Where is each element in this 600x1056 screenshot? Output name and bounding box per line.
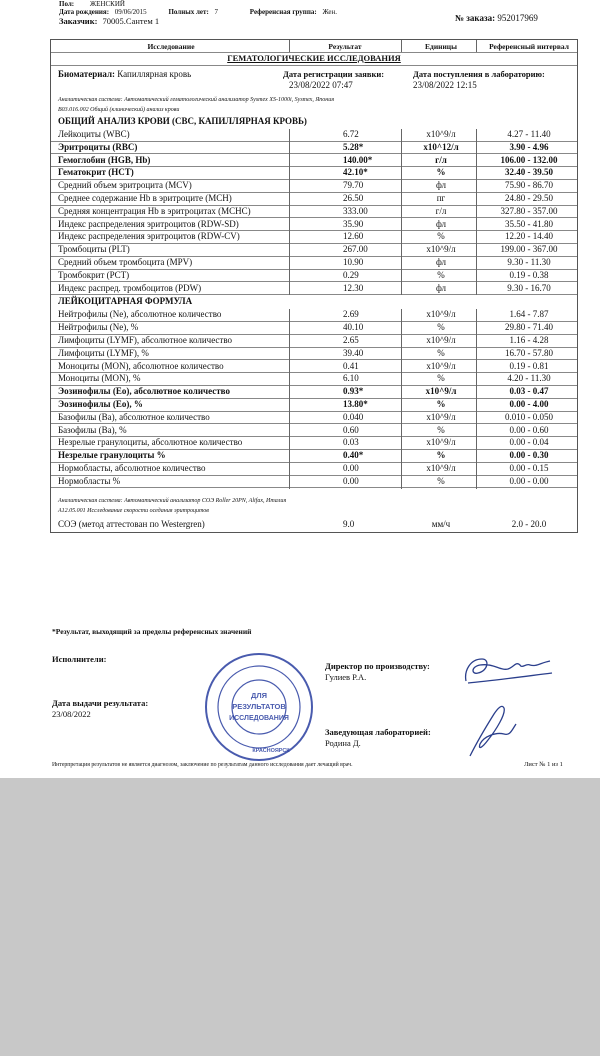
analyte-ref: 0.00 - 0.15 (509, 463, 549, 473)
reg-date-value: 23/08/2022 07:47 (289, 80, 353, 90)
column-divider (401, 335, 402, 348)
row-divider (51, 294, 577, 295)
column-divider (476, 335, 477, 348)
analyte-result: 35.90 (343, 218, 364, 229)
table-row (51, 257, 577, 268)
column-divider (401, 399, 402, 412)
table-row (51, 206, 577, 217)
analyte-unit: % (436, 399, 446, 409)
analyzer-note: Аналитическая система: Автоматический гематологический анализатор Sysmex XS-1000i, Sysmex, Япония (58, 97, 335, 103)
analyte-ref: 12.20 - 14.40 (505, 231, 553, 242)
analyte-unit: г/л (435, 205, 447, 216)
table-row (51, 386, 577, 397)
column-divider (401, 142, 402, 155)
analyte-ref: 0.03 - 0.47 (509, 386, 549, 397)
table-row (51, 283, 577, 294)
disclaimer: Интерпретация результатов не является диагнозом, заключение по результатам данного исследования дает лечащий врач. (52, 762, 353, 768)
years-label: Полных лет: (168, 8, 209, 16)
lab-head-name: Родина Д. (325, 738, 361, 748)
column-divider (401, 386, 402, 399)
divider (401, 40, 402, 52)
column-divider (476, 257, 477, 270)
analyte-result: 0.29 (343, 269, 359, 280)
director-name: Гулиев Р.А. (325, 672, 367, 682)
column-divider (401, 322, 402, 335)
column-divider (401, 361, 402, 374)
column-divider (401, 450, 402, 463)
column-divider (401, 283, 402, 296)
divider (476, 40, 477, 52)
analyte-result: 267.00 (343, 244, 368, 255)
column-divider (289, 348, 290, 361)
analyte-name: Средний объем эритроцита (MCV) (58, 180, 192, 191)
table-row (51, 270, 577, 281)
column-divider (476, 155, 477, 168)
table-row (51, 180, 577, 191)
column-divider (476, 437, 477, 450)
analyte-name: Лимфоциты (LYMF), % (58, 347, 149, 358)
analyte-name: Эритроциты (RBC) (58, 141, 138, 152)
analyte-ref: 16.70 - 57.80 (505, 347, 553, 358)
dob-value: 09/06/2015 (114, 8, 147, 16)
column-divider (289, 283, 290, 296)
analyte-unit: % (437, 475, 445, 486)
analyte-name: Базофилы (Ba), % (58, 424, 127, 435)
column-divider (401, 155, 402, 168)
column-divider (401, 348, 402, 361)
analyte-result: 0.03 (343, 437, 359, 448)
analyte-name: Нормобласты, абсолютное количество (58, 463, 206, 473)
table-row (51, 193, 577, 204)
analyte-result: 140.00* (343, 154, 373, 165)
table-row (51, 155, 577, 166)
column-divider (476, 450, 477, 463)
column-divider (476, 412, 477, 425)
header-result: Результат (328, 42, 362, 51)
column-divider (289, 309, 290, 322)
column-divider (289, 412, 290, 425)
column-divider (476, 386, 477, 399)
footnote: *Результат, выходящий за пределы референсных значений (52, 627, 252, 636)
table-row (51, 322, 577, 333)
analyte-name: Гемоглобин (HGB, Hb) (58, 154, 151, 165)
analyte-unit: пг (436, 193, 446, 203)
esr-name: СОЭ (метод аттестован по Westergren) (58, 519, 205, 529)
column-divider (476, 476, 477, 489)
ref-group-value: Жен. (322, 8, 337, 16)
analyte-name: Эозинофилы (Eo), абсолютное количество (58, 386, 230, 397)
analyte-unit: фл (435, 218, 447, 229)
analyte-name: Лимфоциты (LYMF), абсолютное количество (58, 335, 233, 345)
analyte-unit: x10^9/л (426, 244, 456, 255)
column-divider (289, 257, 290, 270)
analyte-result: 2.65 (343, 335, 359, 345)
client-info (59, 16, 159, 26)
table-row (51, 425, 577, 436)
column-divider (289, 270, 290, 283)
lab-date-label: Дата поступления в лабораторию: (413, 69, 545, 79)
column-divider (476, 283, 477, 296)
column-divider (401, 476, 402, 489)
order-number (455, 13, 538, 23)
table-row (51, 412, 577, 423)
analyte-unit: фл (435, 282, 447, 293)
lab-head-signature (460, 700, 520, 760)
esr-ref: 2.0 - 20.0 (511, 519, 547, 529)
analyte-name: Базофилы (Ba), абсолютное количество (58, 411, 210, 422)
analyte-ref: 0.00 - 0.60 (509, 424, 549, 435)
column-divider (401, 412, 402, 425)
analyte-name: Нормобласты % (58, 475, 121, 486)
analyte-result: 42.10* (343, 167, 368, 178)
row-divider (51, 487, 577, 488)
analyte-unit: x10^9/л (426, 335, 456, 345)
analyte-name: Тромбокрит (PCT) (58, 269, 130, 280)
biomaterial-label: Биоматериал: (58, 69, 116, 79)
analyte-name: Эозинофилы (Eo), % (58, 399, 143, 409)
column-divider (289, 167, 290, 180)
analyte-unit: фл (435, 257, 447, 267)
column-divider (476, 244, 477, 257)
column-divider (289, 219, 290, 232)
analyte-result: 40.10 (343, 322, 364, 333)
client-value: 70005.Сантем 1 (102, 16, 160, 26)
analyte-ref: 4.20 - 11.30 (507, 373, 551, 384)
order-label: № заказа: (455, 13, 496, 23)
patient-dob (59, 8, 337, 16)
column-divider (476, 180, 477, 193)
analyte-result: 0.040 (343, 411, 364, 422)
analyte-ref: 0.00 - 0.30 (509, 450, 549, 461)
table-row (51, 476, 577, 487)
column-divider (476, 399, 477, 412)
table-row (51, 437, 577, 448)
analyte-result: 6.10 (343, 373, 359, 384)
analyte-unit: x10^9/л (426, 463, 456, 473)
column-divider (289, 180, 290, 193)
svg-text:ДЛЯ: ДЛЯ (251, 691, 267, 700)
analyte-ref: 327.80 - 357.00 (500, 205, 558, 216)
dob-label: Дата рождения: (59, 8, 110, 16)
issue-date-value: 23/08/2022 (52, 709, 91, 719)
column-divider (401, 231, 402, 244)
analyte-unit: % (436, 167, 446, 178)
analyte-unit: x10^9/л (426, 437, 456, 448)
analyte-result: 79.70 (343, 180, 364, 191)
column-divider (289, 437, 290, 450)
gender-value: ЖЕНСКИЙ (89, 0, 125, 8)
analyte-unit: x10^9/л (426, 360, 456, 371)
leuko-title: ЛЕЙКОЦИТАРНАЯ ФОРМУЛА (58, 296, 193, 307)
column-divider (289, 193, 290, 206)
analyte-name: Незрелые гранулоциты, абсолютное количество (58, 437, 243, 448)
director-label: Директор по производству: (325, 661, 430, 671)
biomaterial (58, 69, 191, 79)
column-divider (289, 155, 290, 168)
analyte-name: Моноциты (MON), % (58, 373, 141, 384)
cbc-title: ОБЩИЙ АНАЛИЗ КРОВИ (CBC, КАПИЛЛЯРНАЯ КРОВЬ) (58, 116, 307, 126)
director-signature (460, 651, 555, 689)
analyte-ref: 4.27 - 11.40 (507, 129, 551, 139)
results-table (50, 39, 578, 533)
column-divider (401, 129, 402, 142)
analyte-name: Тромбоциты (PLT) (58, 244, 130, 255)
esr-code-note: A12.05.001 Исследование скорости оседания эритроцитов (58, 508, 209, 514)
column-divider (401, 437, 402, 450)
analyte-result: 0.00 (343, 463, 359, 473)
table-row (51, 450, 577, 461)
analyte-unit: % (437, 424, 445, 435)
analyte-ref: 3.90 - 4.96 (509, 141, 549, 152)
esr-result: 9.0 (343, 519, 355, 529)
analyte-unit: x10^9/л (426, 129, 456, 139)
svg-text:КРАСНОЯРСК: КРАСНОЯРСК (252, 748, 290, 754)
column-divider (401, 206, 402, 219)
analyte-name: Средняя концентрация Hb в эритроцитах (MCHC) (58, 205, 251, 216)
analyte-ref: 0.00 - 4.00 (509, 399, 549, 409)
lab-date-value: 23/08/2022 12:15 (413, 80, 477, 90)
table-row (51, 399, 577, 410)
svg-text:ИССЛЕДОВАНИЯ: ИССЛЕДОВАНИЯ (229, 715, 289, 722)
column-divider (289, 335, 290, 348)
column-divider (289, 322, 290, 335)
analyte-ref: 0.19 - 0.38 (509, 269, 549, 280)
column-divider (476, 322, 477, 335)
analyte-unit: % (436, 450, 446, 461)
column-divider (401, 219, 402, 232)
issue-date-label: Дата выдачи результата: (52, 698, 149, 708)
analyte-result: 0.00 (343, 475, 359, 486)
column-divider (401, 463, 402, 476)
column-divider (401, 257, 402, 270)
analyte-result: 333.00 (343, 205, 368, 216)
years-value: 7 (214, 8, 219, 16)
column-divider (401, 270, 402, 283)
analyte-result: 0.60 (343, 424, 359, 435)
esr-analyzer-note: Аналитическая система: Автоматический анализатор СОЭ Roller 20PN, Alifax, Италия (58, 498, 287, 504)
column-divider (289, 206, 290, 219)
column-divider (401, 244, 402, 257)
analyte-ref: 29.80 - 71.40 (505, 322, 553, 333)
analyte-ref: 9.30 - 11.30 (507, 257, 551, 267)
analyte-result: 0.41 (343, 360, 359, 371)
esr-unit: мм/ч (431, 519, 451, 529)
table-row (51, 219, 577, 230)
analyte-ref: 24.80 - 29.50 (505, 193, 553, 203)
column-divider (476, 193, 477, 206)
column-divider (401, 193, 402, 206)
analyte-result: 10.90 (343, 257, 364, 267)
column-divider (289, 244, 290, 257)
column-divider (401, 180, 402, 193)
column-divider (289, 142, 290, 155)
analyte-ref: 0.010 - 0.050 (505, 411, 553, 422)
analyte-unit: фл (435, 180, 447, 191)
analyte-name: Лейкоциты (WBC) (58, 129, 130, 139)
analyte-unit: x10^9/л (425, 386, 457, 397)
analyte-result: 0.40* (343, 450, 364, 461)
column-divider (476, 270, 477, 283)
divider (289, 40, 290, 52)
analyte-unit: % (437, 373, 445, 384)
analyte-result: 39.40 (343, 347, 364, 358)
analyte-ref: 1.64 - 7.87 (509, 309, 549, 320)
analyte-ref: 0.00 - 0.04 (509, 437, 549, 448)
stamp-seal (203, 651, 315, 763)
column-divider (401, 309, 402, 322)
column-divider (476, 463, 477, 476)
column-divider (289, 386, 290, 399)
table-row (51, 231, 577, 242)
analyte-ref: 106.00 - 132.00 (500, 154, 558, 165)
analyte-name: Индекс распределения эритроцитов (RDW-CV) (58, 231, 240, 242)
analyte-unit: % (437, 347, 445, 358)
esr-row (51, 519, 577, 530)
column-divider (401, 425, 402, 438)
analyte-name: Среднее содержание Hb в эритроците (MCH) (58, 193, 232, 203)
analyte-unit: % (437, 231, 445, 242)
analyte-name: Нейтрофилы (Ne), % (58, 322, 139, 333)
column-divider (476, 373, 477, 386)
analyte-result: 5.28* (343, 141, 364, 152)
analyzer-code-note: B03.016.002 Общий (клинический) анализ крови (58, 107, 180, 113)
table-row (51, 463, 577, 474)
analyte-ref: 35.50 - 41.80 (505, 218, 553, 229)
order-value: 952017969 (497, 13, 538, 23)
table-row (51, 373, 577, 384)
analyte-name: Незрелые гранулоциты % (58, 450, 166, 461)
column-divider (476, 129, 477, 142)
reg-date-label: Дата регистрации заявки: (283, 69, 385, 79)
table-row (51, 361, 577, 372)
table-row (51, 348, 577, 359)
column-divider (289, 463, 290, 476)
analyte-result: 13.80* (343, 399, 368, 409)
table-row (51, 167, 577, 178)
divider (51, 65, 577, 66)
column-divider (476, 142, 477, 155)
analyte-result: 6.72 (343, 129, 359, 139)
analyte-name: Средний объем тромбоцита (MPV) (58, 257, 193, 267)
performers-label: Исполнители: (52, 654, 107, 664)
analyte-unit: x10^9/л (426, 309, 456, 320)
header-ref: Референсный интервал (489, 42, 569, 51)
analyte-ref: 199.00 - 367.00 (500, 244, 558, 255)
section-title: ГЕМАТОЛОГИЧЕСКИЕ ИССЛЕДОВАНИЯ (227, 53, 401, 63)
analyte-result: 12.30 (343, 282, 364, 293)
column-divider (476, 309, 477, 322)
column-divider (476, 361, 477, 374)
analyte-unit: % (437, 269, 445, 280)
column-divider (476, 167, 477, 180)
analyte-name: Индекс распределения эритроцитов (RDW-SD) (58, 218, 239, 229)
table-row (51, 335, 577, 346)
column-divider (289, 129, 290, 142)
column-divider (289, 425, 290, 438)
header-study: Исследование (147, 42, 195, 51)
table-row (51, 244, 577, 255)
gender-label: Пол: (59, 0, 75, 8)
analyte-ref: 0.00 - 0.00 (509, 475, 549, 486)
table-row (51, 309, 577, 320)
analyte-ref: 1.16 - 4.28 (509, 335, 549, 345)
patient-gender (59, 0, 125, 8)
column-divider (476, 206, 477, 219)
column-divider (289, 450, 290, 463)
analyte-ref: 32.40 - 39.50 (505, 167, 553, 178)
column-divider (289, 373, 290, 386)
analyte-unit: г/л (435, 154, 447, 165)
biomaterial-value: Капиллярная кровь (117, 69, 192, 79)
header-units: Единицы (425, 42, 457, 51)
column-divider (476, 425, 477, 438)
analyte-ref: 75.90 - 86.70 (505, 180, 553, 191)
analyte-result: 0.93* (343, 386, 364, 397)
column-divider (401, 373, 402, 386)
client-label: Заказчик: (59, 16, 98, 26)
column-divider (289, 361, 290, 374)
analyte-ref: 0.19 - 0.81 (509, 360, 549, 371)
lab-head-label: Заведующая лабораторией: (325, 727, 431, 737)
analyte-unit: % (437, 322, 445, 333)
analyte-result: 12.60 (343, 231, 364, 242)
column-divider (476, 231, 477, 244)
page-info: Лист № 1 из 1 (524, 761, 563, 768)
column-divider (289, 476, 290, 489)
analyte-result: 26.50 (343, 193, 364, 203)
analyte-name: Индекс распред. тромбоцитов (PDW) (58, 282, 202, 293)
column-divider (476, 219, 477, 232)
ref-group-label: Референсная группа: (249, 8, 317, 16)
column-divider (289, 231, 290, 244)
analyte-unit: x10^12/л (423, 141, 459, 152)
analyte-name: Нейтрофилы (Ne), абсолютное количество (58, 309, 222, 320)
svg-text:РЕЗУЛЬТАТОВ: РЕЗУЛЬТАТОВ (232, 702, 286, 711)
table-row (51, 129, 577, 140)
analyte-result: 2.69 (343, 309, 359, 320)
column-divider (401, 167, 402, 180)
analyte-name: Моноциты (MON), абсолютное количество (58, 360, 224, 371)
column-divider (476, 348, 477, 361)
analyte-unit: x10^9/л (426, 411, 456, 422)
analyte-ref: 9.30 - 16.70 (507, 282, 551, 293)
column-divider (289, 399, 290, 412)
table-row (51, 142, 577, 153)
analyte-name: Гематокрит (HCT) (58, 167, 134, 178)
table-header-row (51, 41, 577, 52)
